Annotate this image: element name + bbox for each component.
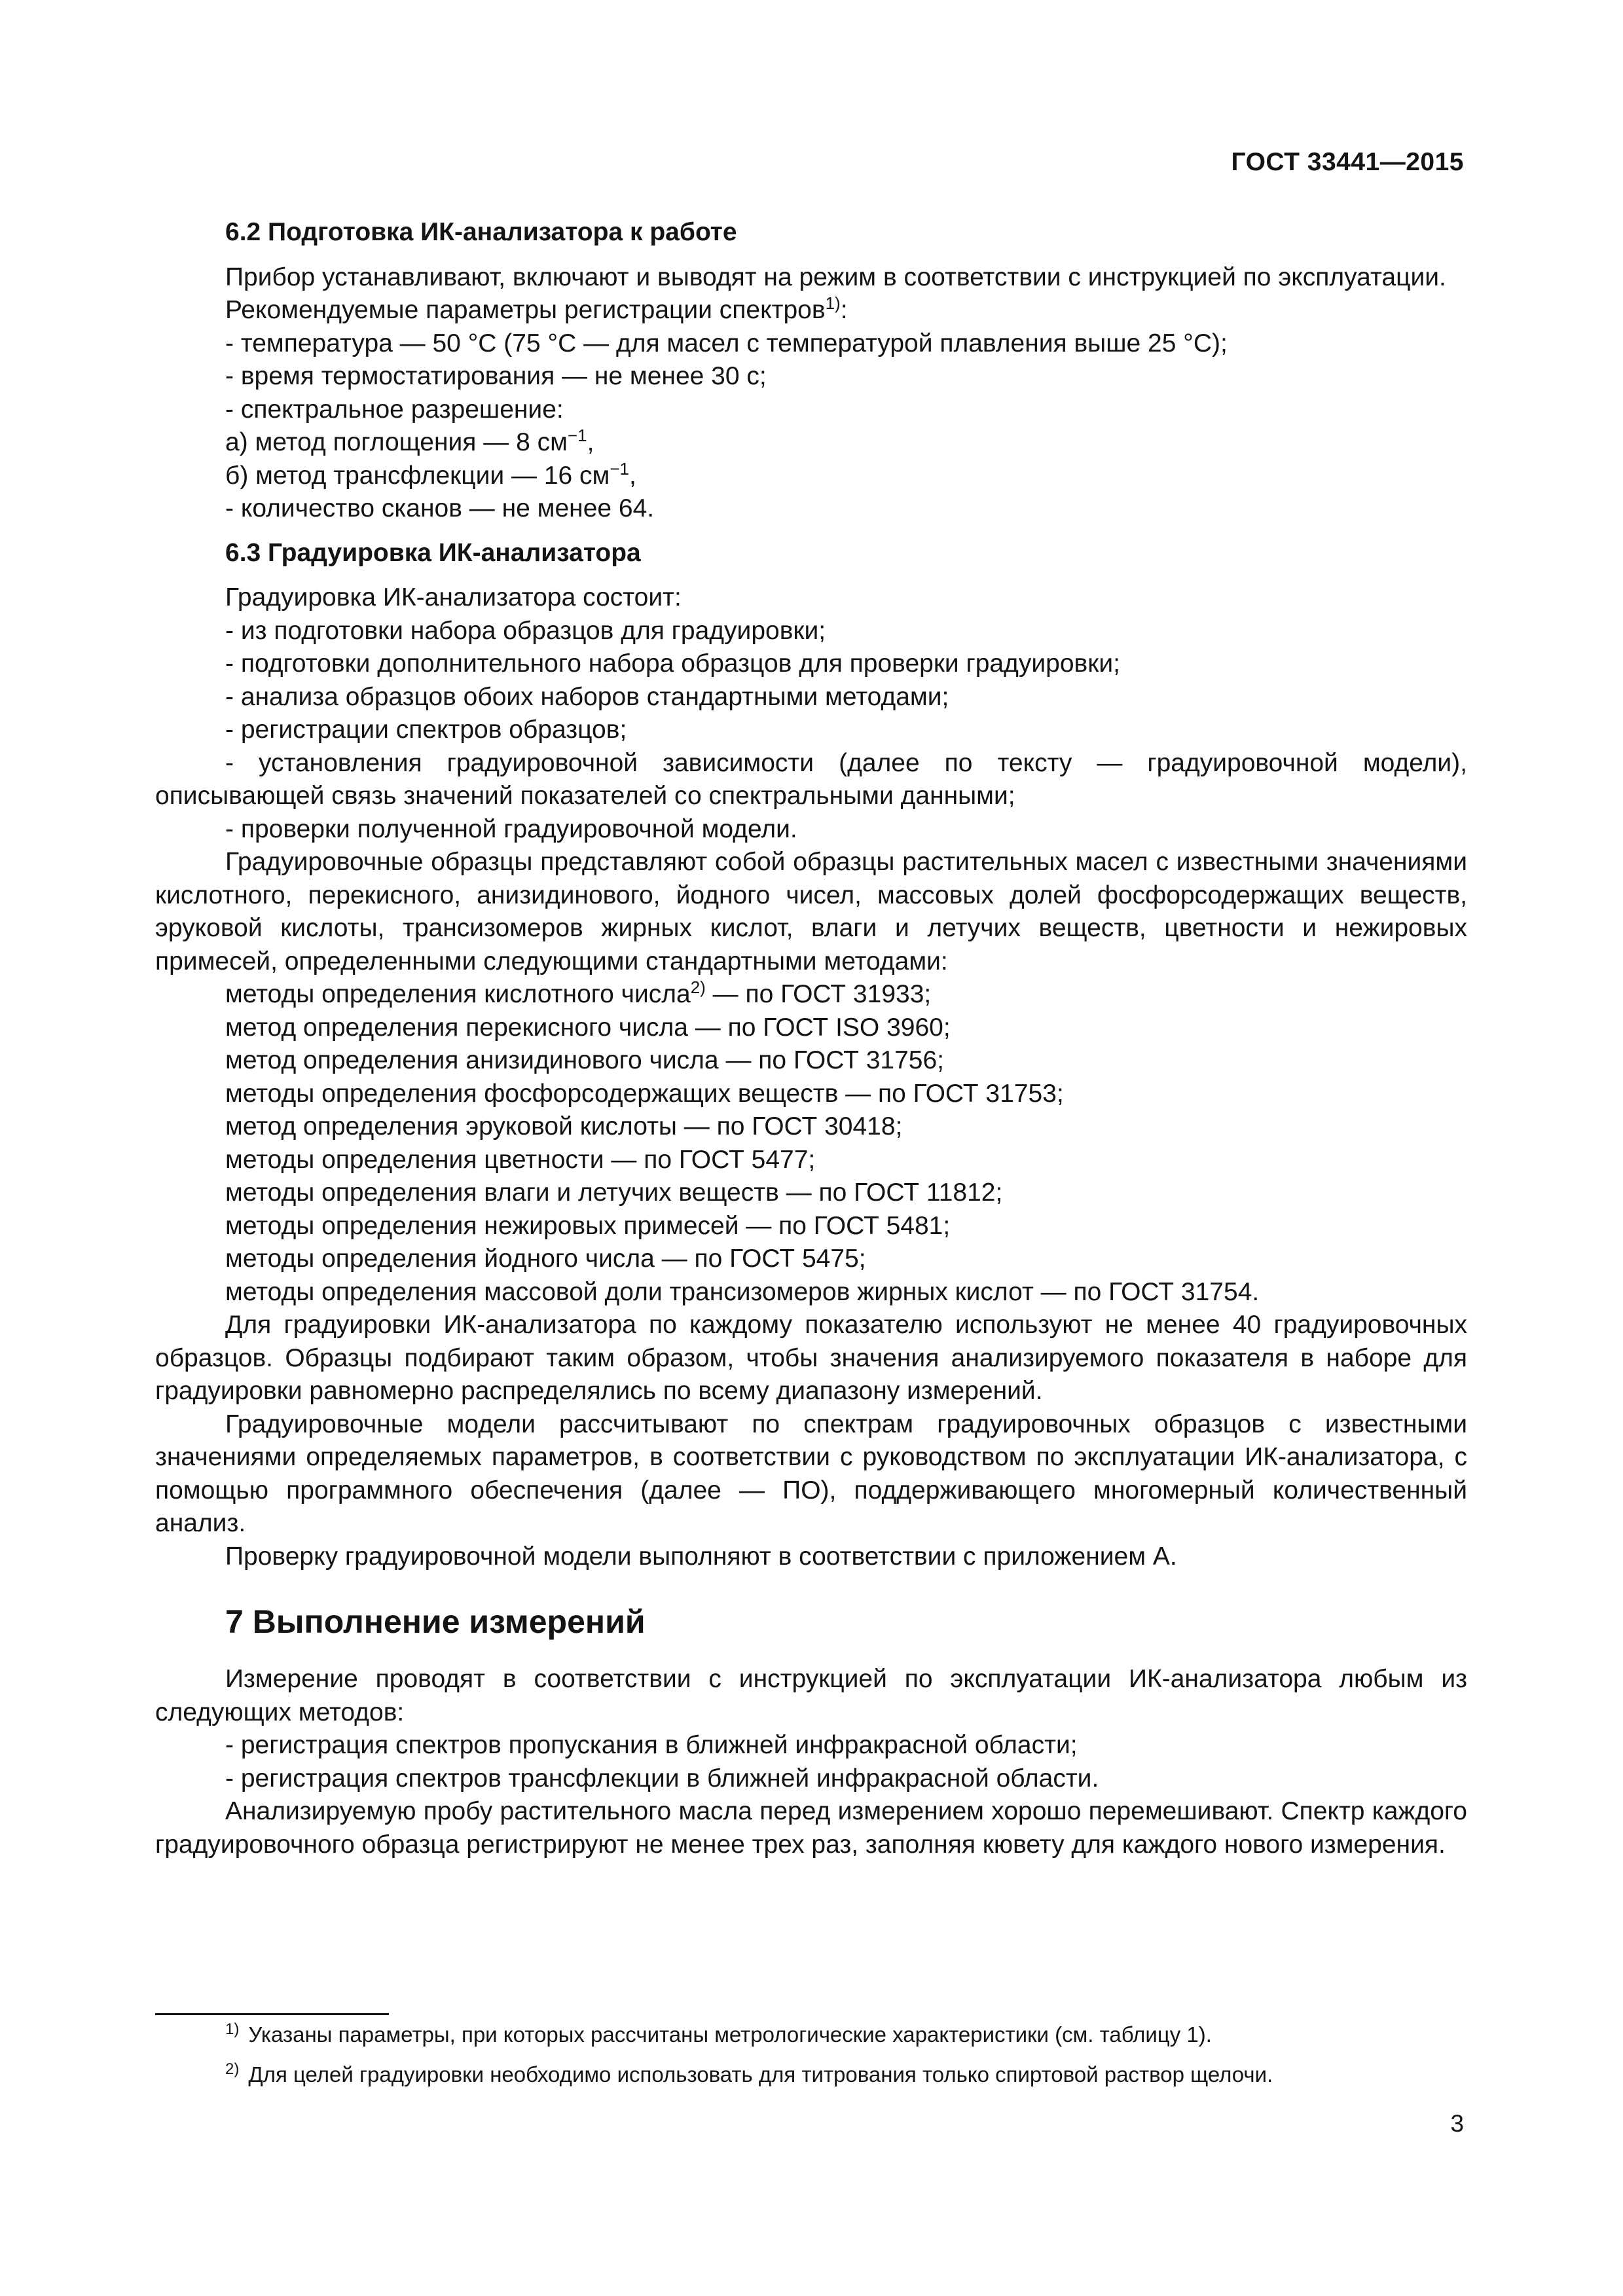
list-item: [155, 426, 1467, 460]
list-item: - регистрация спектров пропускания в ближней инфракрасной области;: [225, 1731, 1078, 1759]
paragraph: Для градуировки ИК-анализатора по каждому показателю используют не менее 40 градуировочных образцов. Образцы подбирают таким образом, чтобы значения анализируемого показателя в наборе для градуировки равномерно распределялись по всему диапазону измерений.: [155, 1311, 1467, 1405]
text: б) метод трансфлекции — 16 см: [225, 461, 610, 490]
list-item: - анализа образцов обоих наборов стандартными методами;: [225, 682, 949, 711]
footnote: [225, 2020, 1469, 2049]
footnote-ref-2: 2): [690, 977, 706, 997]
list-item: - регистрации спектров образцов;: [225, 716, 627, 744]
list-item: [155, 460, 1467, 493]
paragraph: Анализируемую пробу растительного масла перед измерением хорошо перемешивают. Спектр каждого градуировочного образца регистрируют не менее трех раз, заполняя кювету для каждого нового измерения.: [155, 1797, 1467, 1859]
text: Рекомендуемые параметры регистрации спектров: [225, 296, 826, 324]
list-item: - из подготовки набора образцов для градуировки;: [225, 616, 826, 645]
document-header: ГОСТ 33441—2015: [1231, 148, 1464, 176]
footnote-ref-1: 1): [825, 293, 841, 313]
list-item: - подготовки дополнительного набора образцов для проверки градуировки;: [225, 649, 1120, 678]
paragraph: Градуировка ИК-анализатора состоит:: [225, 583, 682, 611]
paragraph: Измерение проводят в соответствии с инструкцией по эксплуатации ИК-анализатора любым из следующих методов:: [155, 1665, 1467, 1726]
list-item: - регистрация спектров трансфлекции в ближней инфракрасной области.: [225, 1764, 1099, 1793]
paragraph: Градуировочные модели рассчитывают по спектрам градуировочных образцов с известными значениями определяемых параметров, в соответствии с руководством по эксплуатации ИК-анализатора, с помощью программного обеспечения (далее — ПО), поддерживающего многомерный количественный анализ.: [155, 1410, 1467, 1537]
method-item: метод определения эруковой кислоты — по ГОСТ 30418;: [225, 1112, 903, 1140]
section-7-title: 7 Выполнение измерений: [225, 1603, 646, 1640]
section-6-2-title: 6.2 Подготовка ИК-анализатора к работе: [225, 218, 737, 246]
footnotes: [225, 2020, 1469, 2100]
list-item: - время термостатирования — не менее 30 с;: [225, 362, 767, 390]
method-item: методы определения массовой доли трансизомеров жирных кислот — по ГОСТ 31754.: [225, 1277, 1260, 1306]
page-number: 3: [1450, 2110, 1464, 2137]
superscript: −1: [610, 458, 629, 479]
text: методы определения кислотного числа: [225, 980, 691, 1008]
footnote-text: Указаны параметры, при которых рассчитаны метрологические характеристики (см. таблицу 1).: [248, 2022, 1212, 2047]
paragraph: Прибор устанавливают, включают и выводят на режим в соответствии с инструкцией по эксплуатации.: [225, 263, 1446, 291]
list-item: - спектральное разрешение:: [225, 395, 564, 424]
list-item: - установления градуировочной зависимости (далее по тексту — градуировочной модели), описывающей связь значений показателей со спектральными данными;: [155, 748, 1467, 810]
method-item: метод определения анизидинового числа — по ГОСТ 31756;: [225, 1046, 945, 1074]
paragraph: [155, 294, 1467, 327]
footnote-separator: [155, 2013, 389, 2015]
footnote-mark: 1): [225, 2020, 240, 2038]
method-item: метод определения перекисного числа — по ГОСТ ISO 3960;: [225, 1013, 951, 1042]
footnote-text: Для целей градуировки необходимо использовать для титрования только спиртовой раствор щелочи.: [248, 2062, 1273, 2086]
method-item: методы определения фосфорсодержащих веществ — по ГОСТ 31753;: [225, 1079, 1064, 1108]
list-item: - проверки полученной градуировочной модели.: [225, 814, 797, 843]
method-item: методы определения нежировых примесей — по ГОСТ 5481;: [225, 1211, 951, 1240]
superscript: −1: [567, 426, 587, 445]
footnote-mark: 2): [225, 2060, 240, 2078]
method-item: методы определения цветности — по ГОСТ 5477;: [225, 1145, 816, 1174]
method-item: методы определения йодного числа — по ГОСТ 5475;: [225, 1245, 866, 1273]
paragraph: Проверку градуировочной модели выполняют в соответствии с приложением А.: [225, 1542, 1177, 1571]
main-content: [155, 216, 1467, 1861]
list-item: - количество сканов — не менее 64.: [225, 494, 655, 522]
section-6-3-title: 6.3 Градуировка ИК-анализатора: [225, 538, 641, 567]
list-item: - температура — 50 °С (75 °С — для масел с температурой плавления выше 25 °С);: [225, 329, 1228, 357]
text: ,: [629, 461, 636, 490]
text: а) метод поглощения — 8 см: [225, 428, 568, 456]
method-item: методы определения влаги и летучих веществ — по ГОСТ 11812;: [225, 1178, 1003, 1207]
paragraph: Градуировочные образцы представляют собой образцы растительных масел с известными значениями кислотного, перекисного, анизидинового, йодного чисел, массовых долей фосфорсодержащих веществ, эруковой кислоты, трансизомеров жирных кислот, влаги и летучих веществ, цветности и нежировых примесей, определенными следующими стандартными методами:: [155, 848, 1467, 975]
text: :: [840, 296, 848, 324]
text: ,: [587, 428, 594, 456]
method-item: [155, 978, 1467, 1011]
footnote: [225, 2060, 1469, 2088]
text: — по ГОСТ 31933;: [705, 980, 932, 1008]
